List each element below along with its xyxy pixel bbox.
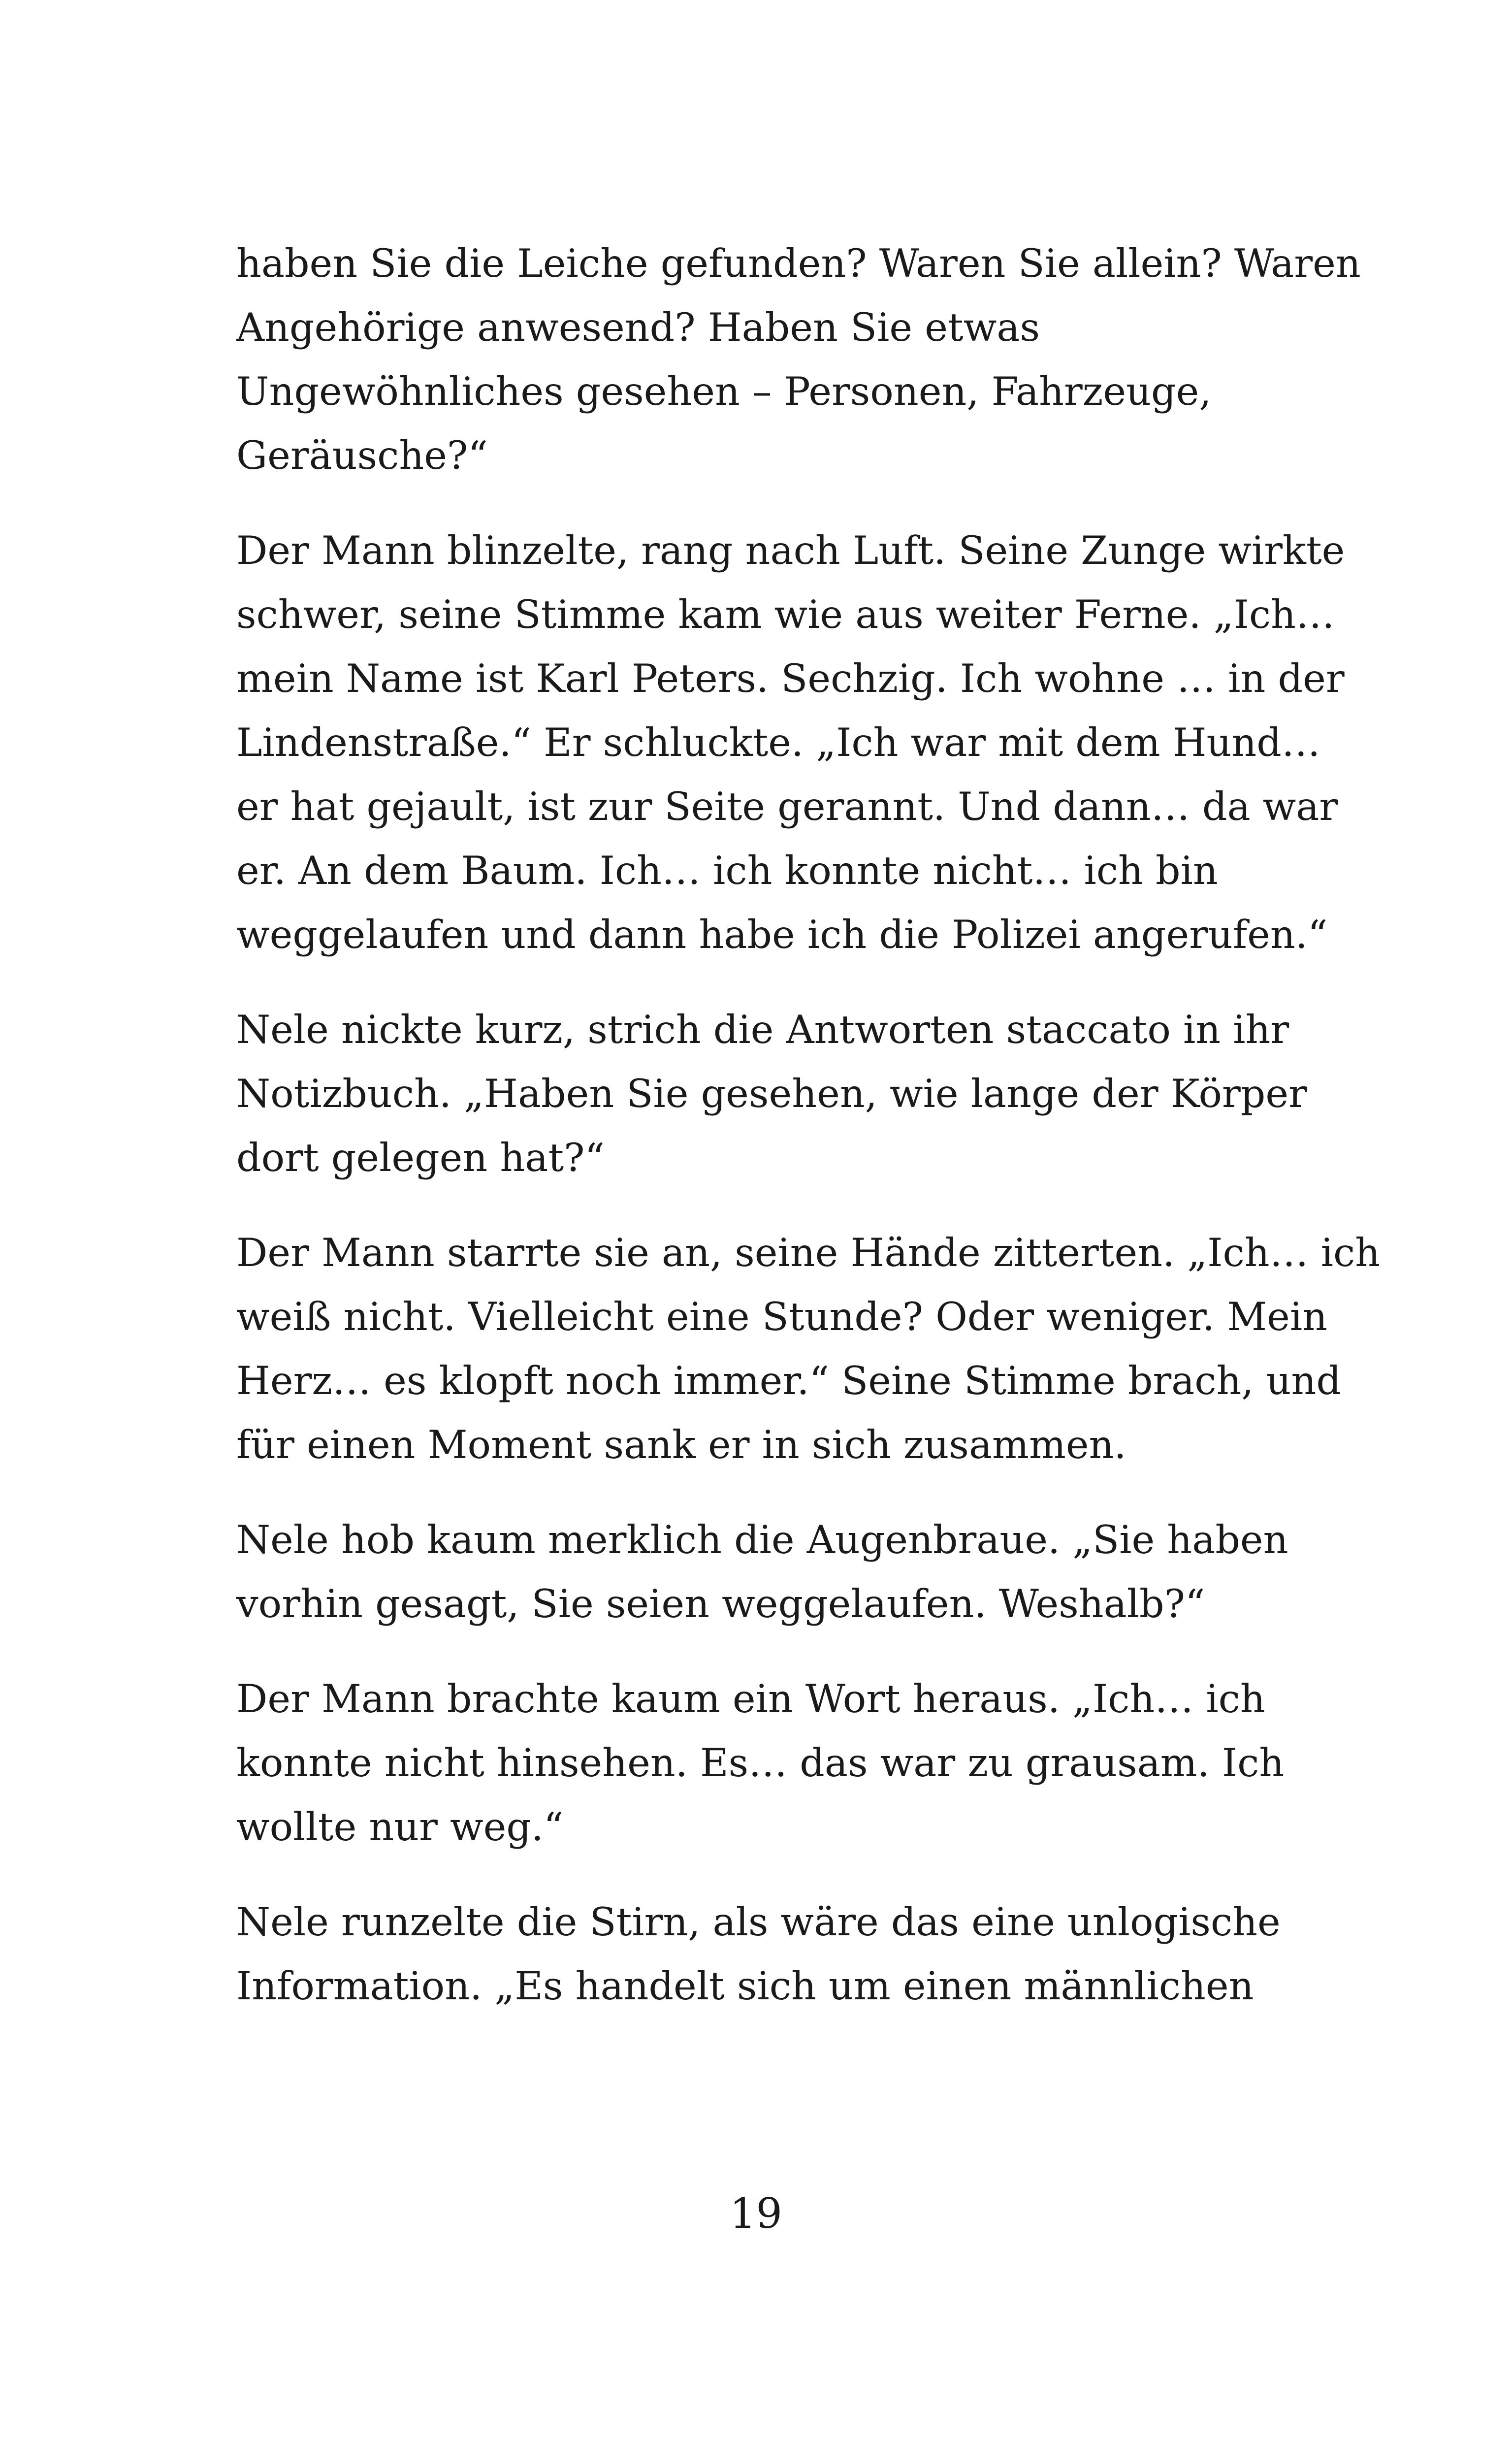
text-line: mein Name ist Karl Peters. Sechzig. Ich wohne … in der	[236, 656, 1345, 701]
text-line: Der Mann starrte sie an, seine Hände zitterten. „Ich… ich	[236, 1230, 1381, 1275]
text-line: Lindenstraße.“ Er schluckte. „Ich war mit dem Hund…	[236, 720, 1320, 765]
text-line: schwer, seine Stimme kam wie aus weiter Ferne. „Ich…	[236, 592, 1335, 637]
paragraph	[236, 519, 1345, 967]
text-line: wollte nur weg.“	[236, 1804, 564, 1850]
text-line: Der Mann brachte kaum ein Wort heraus. „Ich… ich	[236, 1676, 1265, 1722]
paragraph	[236, 231, 1361, 488]
paragraph	[236, 1508, 1339, 1636]
text-line: Angehörige anwesend? Haben Sie etwas	[236, 305, 1040, 350]
paragraph	[236, 1667, 1339, 1859]
text-line: Notizbuch. „Haben Sie gesehen, wie lange der Körper	[236, 1071, 1307, 1116]
text-line: vorhin gesagt, Sie seien weggelaufen. Weshalb?“	[236, 1581, 1205, 1627]
text-line: Nele runzelte die Stirn, als wäre das eine unlogische	[236, 1899, 1281, 1945]
text-line: konnte nicht hinsehen. Es… das war zu grausam. Ich	[236, 1740, 1285, 1786]
page-number: 19	[730, 2189, 782, 2238]
paragraph	[236, 1221, 1381, 1477]
text-line: haben Sie die Leiche gefunden? Waren Sie allein? Waren	[236, 241, 1361, 286]
text-line: Geräusche?“	[236, 433, 488, 478]
text-line: weggelaufen und dann habe ich die Polizei angerufen.“	[236, 912, 1328, 957]
text-line: dort gelegen hat?“	[236, 1135, 605, 1180]
text-line: Nele hob kaum merklich die Augenbraue. „Sie haben	[236, 1517, 1288, 1563]
text-line: für einen Moment sank er in sich zusammen.	[236, 1422, 1126, 1467]
text-line: er hat gejault, ist zur Seite gerannt. Und dann… da war	[236, 784, 1338, 829]
text-line: Information. „Es handelt sich um einen männlichen	[236, 1963, 1254, 2009]
body-text	[236, 231, 1381, 2049]
paragraph	[236, 998, 1339, 1190]
text-line: Herz… es klopft noch immer.“ Seine Stimme brach, und	[236, 1358, 1341, 1403]
text-line: weiß nicht. Vielleicht eine Stunde? Oder weniger. Mein	[236, 1294, 1328, 1339]
paragraph	[236, 1890, 1339, 2018]
text-line: Der Mann blinzelte, rang nach Luft. Seine Zunge wirkte	[236, 528, 1345, 573]
text-line: Ungewöhnliches gesehen – Personen, Fahrzeuge,	[236, 369, 1212, 414]
text-line: Nele nickte kurz, strich die Antworten staccato in ihr	[236, 1007, 1289, 1052]
text-line: er. An dem Baum. Ich… ich konnte nicht… ich bin	[236, 848, 1218, 893]
